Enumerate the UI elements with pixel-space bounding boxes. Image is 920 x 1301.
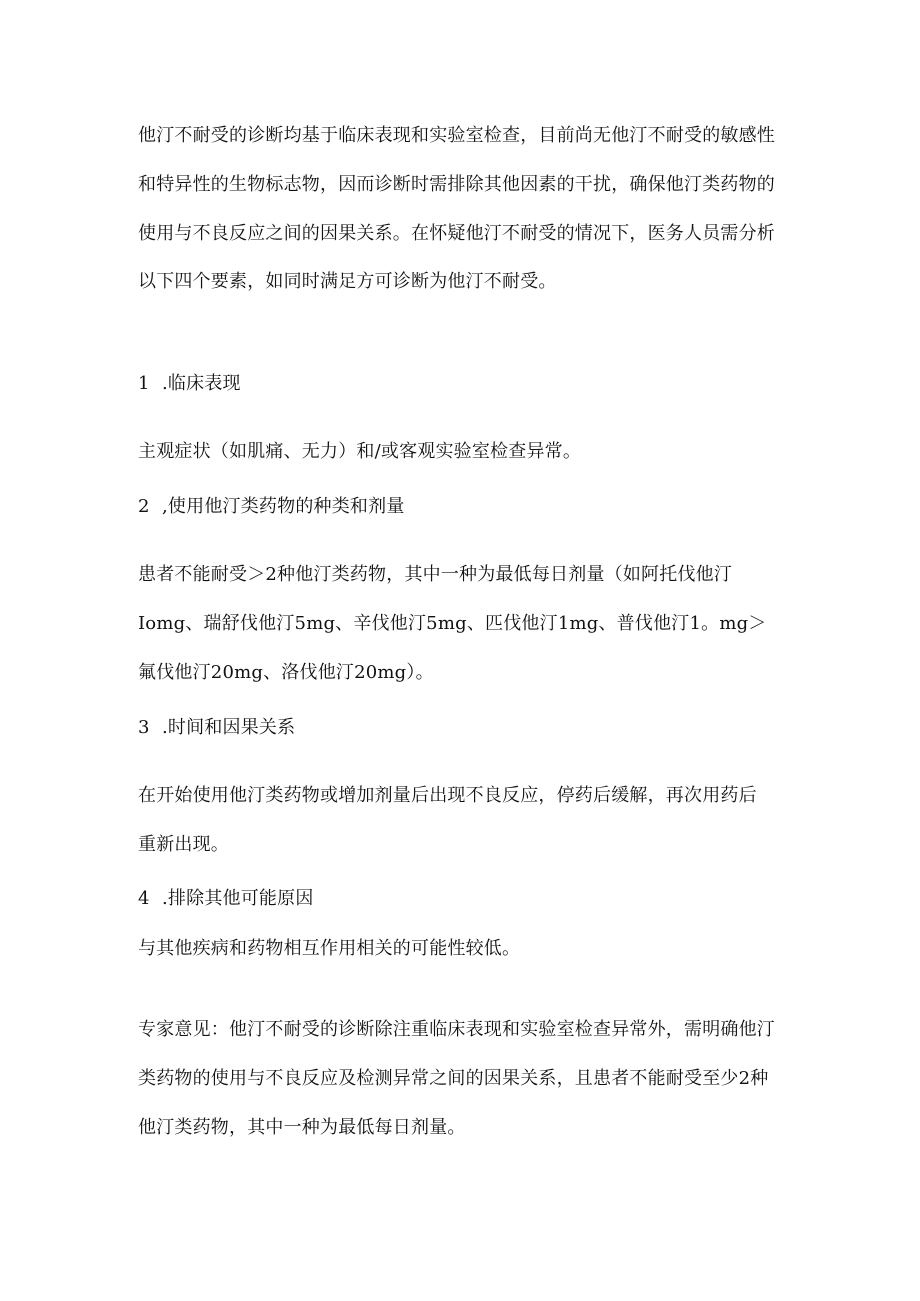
section-number: 1 xyxy=(138,373,150,394)
section-number: 3 xyxy=(138,717,150,738)
section-title: ,使用他汀类药物的种类和剂量 xyxy=(162,496,405,517)
intro-line: 以下四个要素，如同时满足方可诊断为他汀不耐受。 xyxy=(138,271,557,292)
expert-opinion-line: 他汀类药物，其中一种为最低每日剂量。 xyxy=(138,1117,466,1138)
section-heading-3 xyxy=(138,716,295,740)
intro-line: 使用与不良反应之间的因果关系。在怀疑他汀不耐受的情况下，医务人员需分析 xyxy=(138,223,775,244)
section-body-line: Iomg、瑞舒伐他汀5mg、辛伐他汀5mg、匹伐他汀1mg、普伐他汀1。mg＞ xyxy=(138,613,767,634)
section-title: .排除其他可能原因 xyxy=(162,888,314,909)
section-number: 4 xyxy=(138,888,150,909)
section-body-line: 重新出现。 xyxy=(138,834,229,855)
expert-opinion-line: 类药物的使用与不良反应及检测异常之间的因果关系，且患者不能耐受至少2种 xyxy=(138,1068,769,1089)
intro-line: 和特异性的生物标志物，因而诊断时需排除其他因素的干扰，确保他汀类药物的 xyxy=(138,174,775,195)
section-heading-2 xyxy=(138,495,405,519)
expert-opinion-line: 专家意见：他汀不耐受的诊断除注重临床表现和实验室检查异常外，需明确他汀 xyxy=(138,1019,775,1040)
section-heading-4 xyxy=(138,887,314,911)
section-body-line: 在开始使用他汀类药物或增加剂量后出现不良反应，停药后缓解，再次用药后 xyxy=(138,785,757,806)
section-title: .临床表现 xyxy=(162,373,241,394)
section-body-line: 与其他疾病和药物相互作用相关的可能性较低。 xyxy=(138,938,521,959)
section-body-line: 患者不能耐受＞2种他汀类药物，其中一种为最低每日剂量（如阿托伐他汀 xyxy=(138,564,733,585)
section-body-line: 主观症状（如肌痛、无力）和/或客观实验室检查异常。 xyxy=(138,441,582,462)
intro-line: 他汀不耐受的诊断均基于临床表现和实验室检查，目前尚无他汀不耐受的敏感性 xyxy=(138,125,775,146)
section-number: 2 xyxy=(138,496,150,517)
section-body-line: 氟伐他汀20mg、洛伐他汀20mg）。 xyxy=(138,662,434,683)
section-heading-1 xyxy=(138,372,241,396)
section-title: .时间和因果关系 xyxy=(162,717,296,738)
